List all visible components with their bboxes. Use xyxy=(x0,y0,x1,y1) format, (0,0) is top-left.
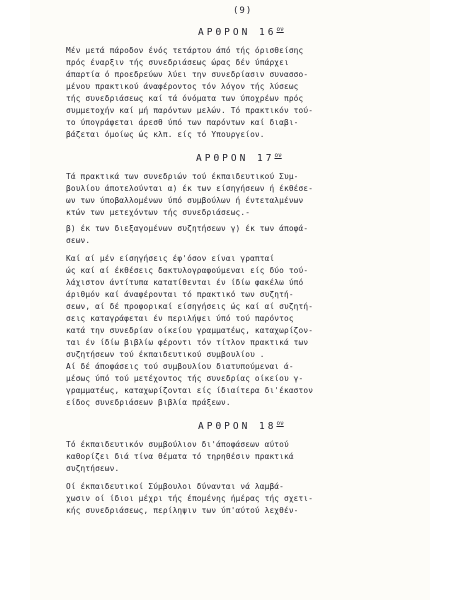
article-17-line: σεων. xyxy=(66,236,91,245)
article-17-line: ται έν ίδίω βιβλίω φέροντι τόν τίτλον πρακτικά των xyxy=(66,338,309,347)
article-17-line: ώς καί αί έκθέσεις δακτυλογραφούμεναι είς δύο τού- xyxy=(66,266,309,275)
article-18-heading: ΑΡΘΡΟΝ $18^{o\nu}$ xyxy=(198,420,284,433)
article-18-ordinal: ον xyxy=(276,420,284,427)
article-17-line: β) έκ των διεξαγομένων συζητήσεων γ) έκ των άποφά- xyxy=(66,224,309,233)
article-18-line: Τό έκπαιδευτικόν συμβούλιον δι'άποφάσεων αύτού xyxy=(66,440,289,449)
article-17-line: γραμματέως, καταχωρίζονται είς ίδιαίτερα δι'έκαστον xyxy=(66,386,314,395)
document-sheet xyxy=(30,0,430,600)
article-16-line: μένου πρακτικού άναφέροντος τόν λόγον τής λύσεως xyxy=(66,82,299,91)
article-16-ordinal: ον xyxy=(276,26,284,33)
article-18-line: χωσιν οί ίδιοι μέχρι τής έπομένης ήμέρας τής σχετι- xyxy=(66,494,314,503)
article-16-line: συμμετοχήν καί μή παρόντων μελών. Τό πρακτικόν τού- xyxy=(66,106,314,115)
article-17-line: συζητήσεων τού έκπαιδευτικού συμβουλίου . xyxy=(66,350,265,359)
article-17-line: Αί δέ άποφάσεις τού συμβουλίου διατυπούμεναι ά- xyxy=(66,362,294,371)
article-16-line: τής συνεδριάσεως καί τά όνόματα των ύποχρέων πρός xyxy=(66,94,304,103)
article-17-line: είδος συνεδριάσεων βιβλία πράξεων. xyxy=(66,398,231,407)
article-17-line: λάχιστον άντίτυπα κατατίθενται έν ίδίω φακέλω ύπό xyxy=(66,278,304,287)
article-16-line: πρός έναρξιν τής συνεδριάσεως ώρας δέν ύπάρχει xyxy=(66,58,289,67)
article-16-line: βάζεται όμοίως ώς κλπ. είς τό Υπουργείον. xyxy=(66,130,265,139)
article-17-line: άριθμόν καί άναφέρονται τό πρακτικό των συζητή- xyxy=(66,290,294,299)
article-18-line: κής συνεδριάσεως, περίληψιν των ύπ'αύτού λεχθέν- xyxy=(66,506,299,515)
article-17-line: Τά πρακτικά των συνεδριών τού έκπαιδευτικού Συμ- xyxy=(66,172,299,181)
article-17-line: σεων, αί δέ προφορικαί είσηγήσεις ώς καί αί συζητή- xyxy=(66,302,314,311)
article-17-ordinal: ον xyxy=(274,152,282,159)
article-18-line: Οί έκπαιδευτικοί Σύμβουλοι δύνανται νά λαμβά- xyxy=(66,482,284,491)
article-16-line: το ύπογράφεται άρεσθ ύπό των παρόντων καί διαβι- xyxy=(66,118,299,127)
article-17-line: μέσως ύπό τού μετέχοντος τής συνεδρίας οίκείου γ- xyxy=(66,374,304,383)
article-17-line: κτών των μετεχόντων τής συνεδριάσεως.- xyxy=(66,208,251,217)
article-18-line: συζητήσεων. xyxy=(66,464,120,473)
page-number: (9) xyxy=(233,6,253,16)
article-17-line: Καί αί μέν είσηγήσεις έφ'όσον είναι γραπταί xyxy=(66,254,275,263)
article-16-line: Μέν μετά πάροδον ένός τετάρτου άπό τής όρισθείσης xyxy=(66,46,304,55)
article-16-heading: ΑΡΘΡΟΝ $16^{o\nu}$ xyxy=(198,26,284,39)
article-17-line: σεις καταγράφεται έν περιλήψει ύπό τού παρόντος xyxy=(66,314,294,323)
article-17-line: κατά την συνεδρίαν οίκείου γραμματέως, καταχωρίζον- xyxy=(66,326,314,335)
article-18-line: καθορίζει διά τίνα θέματα τό τηρηθέσιν πρακτικά xyxy=(66,452,294,461)
article-17-heading: ΑΡΘΡΟΝ $17^{o\nu}$ xyxy=(196,152,282,165)
article-17-line: βουλίου άποτελούνται α) έκ των είσηγήσεων ή έκθέσε- xyxy=(66,184,314,193)
article-16-line: άπαρτία ό προεδρεύων λύει την συνεδρίασιν συνασσο- xyxy=(66,70,309,79)
article-17-line: ων των ύποβαλλομένων ύπό συμβούλων ή έντεταλμένων xyxy=(66,196,304,205)
